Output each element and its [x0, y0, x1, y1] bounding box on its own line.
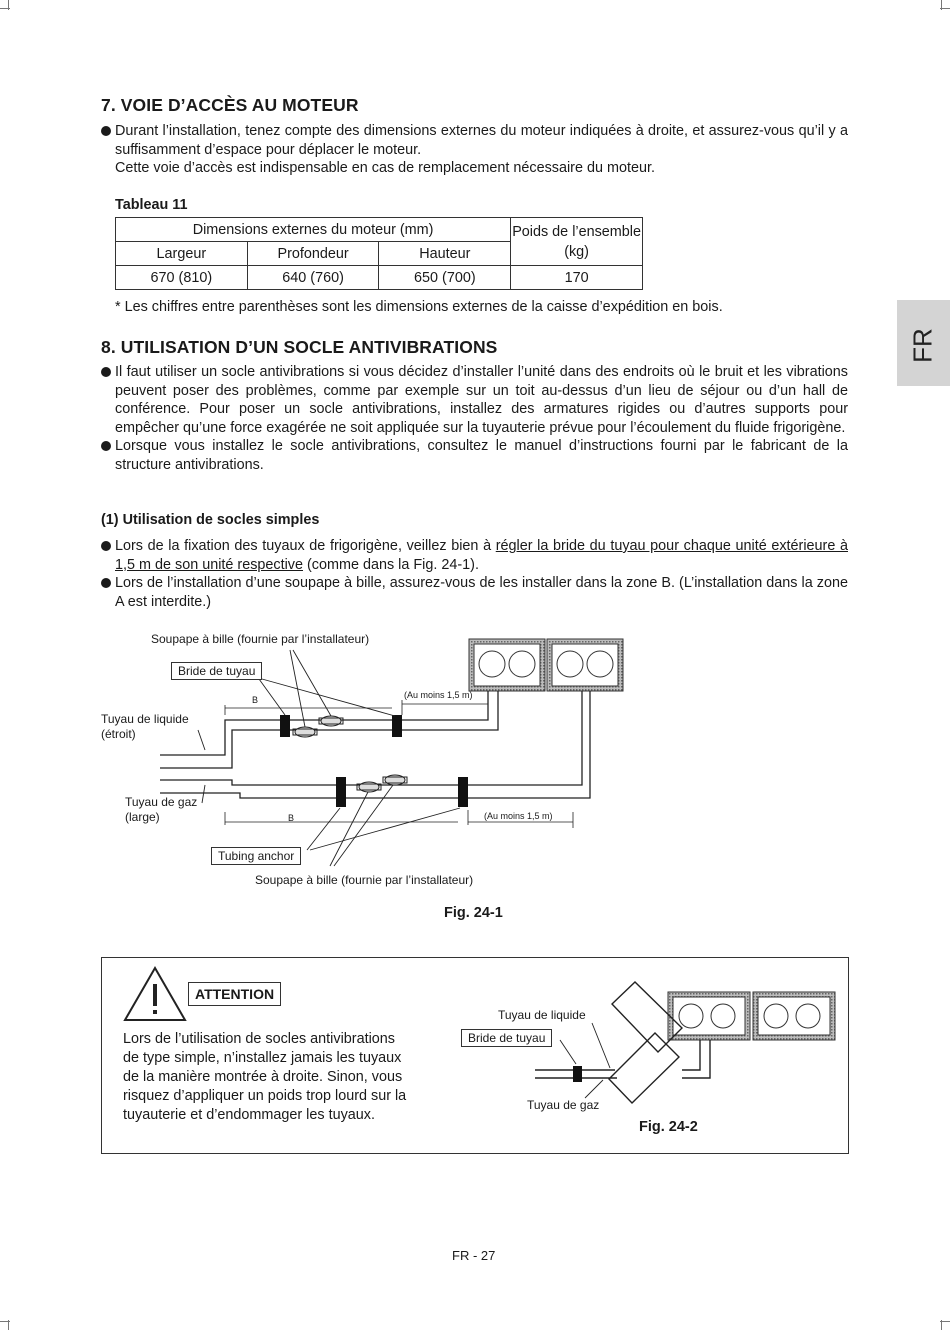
table-cell: 640 (760) — [247, 266, 379, 290]
language-tab — [897, 300, 950, 386]
outdoor-unit — [668, 992, 750, 1040]
subsection-bullet-post: (comme dans la Fig. 24-1). — [303, 556, 479, 573]
pipe-clamp — [573, 1066, 582, 1082]
label-clamp: Bride de tuyau — [171, 662, 262, 680]
subsection-bullet: Lors de l’installation d’une soupape à bille, assurez-vous de les installer dans la zone B. (L’installation dans la zone A est interdite.) — [115, 575, 848, 610]
fig-24-2-diagram — [420, 960, 845, 1140]
table-footnote: * Les chiffres entre parenthèses sont les dimensions externes de la caisse d’expédition en bois. — [115, 299, 723, 315]
section-8-bullet: Il faut utiliser un socle antivibrations si vous décidez d’installer l’unité dans des endroits où le bruit et les vibrations peuvent poser des problèmes, comme par exemple sur un toit au-dessus d’un lieu de séjour ou d’un hall de conférence. Pour poser un socle antivibrations, installez des armatures rigides ou d’autres supports pour empêcher qu’une force exagérée ne soit appliquée sur la tuyauterie prévue pour l’écoulement du fluide frigorigène. — [115, 364, 848, 436]
crop-mark — [8, 0, 9, 10]
section-7-bullet: Durant l’installation, tenez compte des dimensions externes du moteur indiquées à droite, et assurez-vous qu’il y a suffisamment d’espace pour déplacer le moteur. — [115, 123, 848, 158]
label-valve-top: Soupape à bille (fournie par l’installateur) — [151, 632, 370, 646]
liquid-pipe — [160, 691, 498, 768]
label-zone-b: B — [252, 695, 259, 705]
section-8-title: 8. UTILISATION D’UN SOCLE ANTIVIBRATIONS — [101, 337, 498, 357]
fig-24-1-diagram — [0, 620, 950, 900]
subsection-body — [115, 537, 848, 611]
table-cell: 650 (700) — [379, 266, 511, 290]
section-7-body — [115, 122, 848, 178]
table-weight-header: Poids de l’ensemble (kg) — [511, 218, 643, 266]
pipe-clamp — [280, 715, 290, 737]
crop-mark — [941, 0, 942, 10]
warning-text: Lors de l’utilisation de socles antivibrations de type simple, n’installez jamais les tuyaux de la manière montrée à droite. Sinon, vous risquez d’appliquer un poids trop lourd sur la tuyauterie et d’endommager les tuyaux. — [123, 1031, 407, 1123]
label-gas-pipe: Tuyau de gaz — [125, 795, 198, 809]
table-col-header: Largeur — [116, 242, 248, 266]
warning-triangle-icon — [122, 965, 188, 1023]
table-col-header: Hauteur — [379, 242, 511, 266]
pipe-clamp — [458, 777, 468, 807]
table-col-header: Profondeur — [247, 242, 379, 266]
outdoor-unit — [469, 639, 545, 691]
section-8-bullet: Lorsque vous installez le socle antivibrations, consultez le manuel d’instructions fourni par le fabricant de la structure antivibrations. — [115, 438, 848, 473]
section-8-body — [115, 363, 848, 475]
crop-mark — [8, 1320, 9, 1330]
label-liquid-pipe: Tuyau de liquide — [101, 712, 189, 726]
label-tubing-anchor: Tubing anchor — [211, 847, 301, 865]
subsection-bullet — [115, 537, 848, 574]
outdoor-unit — [547, 639, 623, 691]
fig2-label-clamp: Bride de tuyau — [461, 1029, 552, 1047]
fig2-label-gas-pipe: Tuyau de gaz — [527, 1098, 600, 1112]
fig-24-1-caption: Fig. 24-1 — [444, 905, 503, 921]
leader-lines — [560, 1023, 610, 1098]
table-group-header: Dimensions externes du moteur (mm) — [116, 218, 511, 242]
language-tab-label: FR — [907, 328, 938, 363]
table-title: Tableau 11 — [115, 197, 188, 213]
fig-24-2-caption: Fig. 24-2 — [639, 1119, 698, 1135]
label-valve-bottom: Soupape à bille (fournie par l’installateur) — [255, 873, 474, 887]
page-number: FR - 27 — [452, 1248, 496, 1263]
ball-valve — [293, 716, 407, 792]
pipe-clamp — [392, 715, 402, 737]
crop-mark — [941, 1320, 942, 1330]
label-zone-b: B — [288, 813, 295, 823]
attention-badge: ATTENTION — [188, 982, 281, 1006]
subsection-title: (1) Utilisation de socles simples — [101, 512, 320, 528]
table-cell: 170 — [511, 266, 643, 290]
pipe-clamp — [336, 777, 346, 807]
dimensions-table — [115, 217, 643, 290]
label-min-distance-top: (Au moins 1,5 m) — [404, 690, 473, 700]
section-7-line2: Cette voie d’accès est indispensable en cas de remplacement nécessaire du moteur. — [115, 160, 655, 177]
table-cell: 670 (810) — [116, 266, 248, 290]
section-7-title: 7. VOIE D’ACCÈS AU MOTEUR — [101, 95, 359, 115]
leader-lines — [198, 650, 460, 866]
outdoor-unit — [753, 992, 835, 1040]
subsection-bullet-underline: régler la bride du tuyau pour chaque unité extérieure à 1,5 m de son unité respective — [115, 538, 848, 573]
label-gas-pipe-size: (large) — [125, 810, 160, 824]
fig2-label-liquid-pipe: Tuyau de liquide — [498, 1008, 586, 1022]
label-liquid-pipe-size: (étroit) — [101, 727, 136, 741]
subsection-bullet-pre: Lors de la fixation des tuyaux de frigorigène, veillez bien à — [115, 538, 496, 554]
label-min-distance-bottom: (Au moins 1,5 m) — [484, 811, 553, 821]
